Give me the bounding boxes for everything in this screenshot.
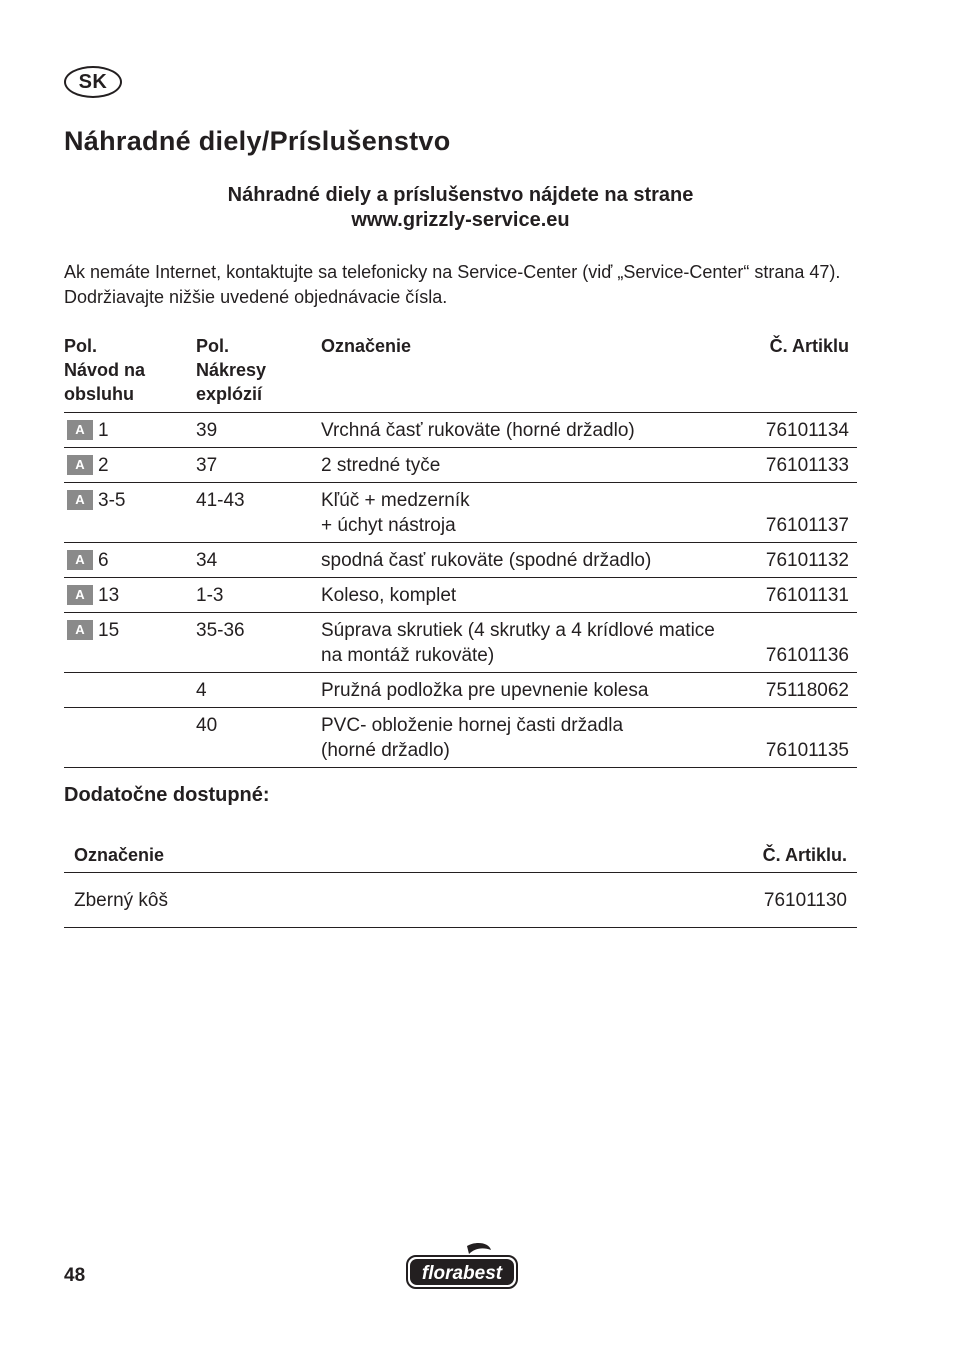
cell-pos-exploded: 34: [196, 543, 321, 578]
cell-pos-manual: [64, 483, 196, 543]
figure-marker: A: [67, 490, 93, 510]
designation-line: Súprava skrutiek (4 skrutky a 4 krídlové matice: [321, 620, 715, 641]
table-row: [64, 613, 857, 673]
language-badge: SK: [64, 66, 122, 98]
designation-line: (horné držadlo): [321, 740, 450, 761]
page-title: Náhradné diely/Príslušenstvo: [64, 126, 451, 156]
designation-line: spodná časť rukoväte (spodné držadlo): [321, 550, 652, 571]
header-pos-manual: [64, 334, 196, 413]
cell-pos-manual: [64, 578, 196, 613]
designation-line: PVC- obloženie hornej časti držadla: [321, 715, 624, 736]
figure-marker: A: [67, 550, 93, 570]
figure-marker: A: [67, 585, 93, 605]
cell-article-no: 76101134: [741, 413, 857, 448]
table-row: [64, 873, 857, 928]
cell-pos-manual: [64, 543, 196, 578]
cell-article-no: 76101137: [741, 483, 857, 543]
cell-pos-exploded: 4: [196, 673, 321, 708]
header-designation: Označenie: [321, 336, 412, 356]
logo-text: florabest: [421, 1263, 503, 1284]
header-article-no: Č. Artiklu: [769, 336, 849, 356]
cell-article-no: 76101133: [741, 448, 857, 483]
page-number: 48: [64, 1265, 86, 1286]
designation-line: + úchyt nástroja: [321, 515, 456, 536]
subheading-url: www.grizzly-service.eu: [351, 209, 570, 231]
header-article-no: Č. Artiklu.: [478, 843, 857, 873]
designation-line: Koleso, komplet: [321, 585, 457, 606]
cell-pos-manual: [64, 413, 196, 448]
header-text: explózií: [196, 384, 263, 404]
pos-value: 1: [98, 420, 109, 441]
cell-pos-manual: [64, 613, 196, 673]
designation-line: 2 stredné tyče: [321, 455, 441, 476]
header-text: Pol.: [64, 336, 98, 356]
subheading-line-1: Náhradné diely a príslušenstvo nájdete na strane: [227, 184, 694, 206]
table-row: [64, 543, 857, 578]
cell-designation: Zberný kôš: [64, 873, 478, 928]
header-text: Nákresy: [196, 360, 267, 380]
cell-designation: [321, 413, 741, 448]
designation-line: na montáž rukoväte): [321, 645, 495, 666]
cell-article-no: 76101135: [741, 708, 857, 768]
header-text: Pol.: [196, 336, 230, 356]
pos-value: 6: [98, 550, 109, 571]
table-row: [64, 578, 857, 613]
pos-value: 13: [98, 585, 120, 606]
spare-parts-table: [64, 334, 857, 768]
cell-pos-exploded: 1-3: [196, 578, 321, 613]
cell-designation: [321, 543, 741, 578]
table-row: [64, 483, 857, 543]
header-designation: Označenie: [64, 843, 478, 873]
pos-value: 15: [98, 620, 120, 641]
cell-designation: [321, 483, 741, 543]
designation-line: Pružná podložka pre upevnenie kolesa: [321, 680, 649, 701]
table-header-row: [64, 843, 857, 873]
cell-pos-exploded: 39: [196, 413, 321, 448]
cell-designation: [321, 613, 741, 673]
cell-designation: [321, 708, 741, 768]
pos-value: 3-5: [98, 490, 126, 511]
cell-article-no: 76101131: [741, 578, 857, 613]
intro-paragraph: Ak nemáte Internet, kontaktujte sa telefonicky na Service-Center (viď „Service-Center“ strana 47). Dodržiavajte nižšie uvedené objednávacie čísla.: [64, 262, 841, 307]
table-row: [64, 448, 857, 483]
cell-pos-exploded: 37: [196, 448, 321, 483]
cell-article-no: 75118062: [741, 673, 857, 708]
table-row: [64, 413, 857, 448]
cell-designation: [321, 448, 741, 483]
cell-pos-manual: [64, 673, 196, 708]
florabest-logo: [405, 1242, 519, 1290]
subheading: [64, 183, 857, 233]
figure-marker: A: [67, 455, 93, 475]
table-header-row: [64, 334, 857, 413]
cell-pos-exploded: 40: [196, 708, 321, 768]
table-row: [64, 708, 857, 768]
additional-title: Dodatočne dostupné:: [64, 784, 270, 806]
pos-value: 2: [98, 455, 109, 476]
designation-line: Vrchná časť rukoväte (horné držadlo): [321, 420, 635, 441]
figure-marker: A: [67, 620, 93, 640]
designation-line: Kľúč + medzerník: [321, 490, 470, 511]
header-text: Návod na: [64, 360, 146, 380]
cell-article-no: 76101132: [741, 543, 857, 578]
header-pos-exploded: [196, 334, 321, 413]
cell-article-no: 76101130: [478, 873, 857, 928]
cell-pos-manual: [64, 708, 196, 768]
cell-pos-exploded: 41-43: [196, 483, 321, 543]
additional-table: [64, 843, 857, 928]
header-text: obsluhu: [64, 384, 134, 404]
cell-designation: [321, 578, 741, 613]
cell-article-no: 76101136: [741, 613, 857, 673]
figure-marker: A: [67, 420, 93, 440]
cell-pos-exploded: 35-36: [196, 613, 321, 673]
table-row: [64, 673, 857, 708]
cell-designation: [321, 673, 741, 708]
cell-pos-manual: [64, 448, 196, 483]
